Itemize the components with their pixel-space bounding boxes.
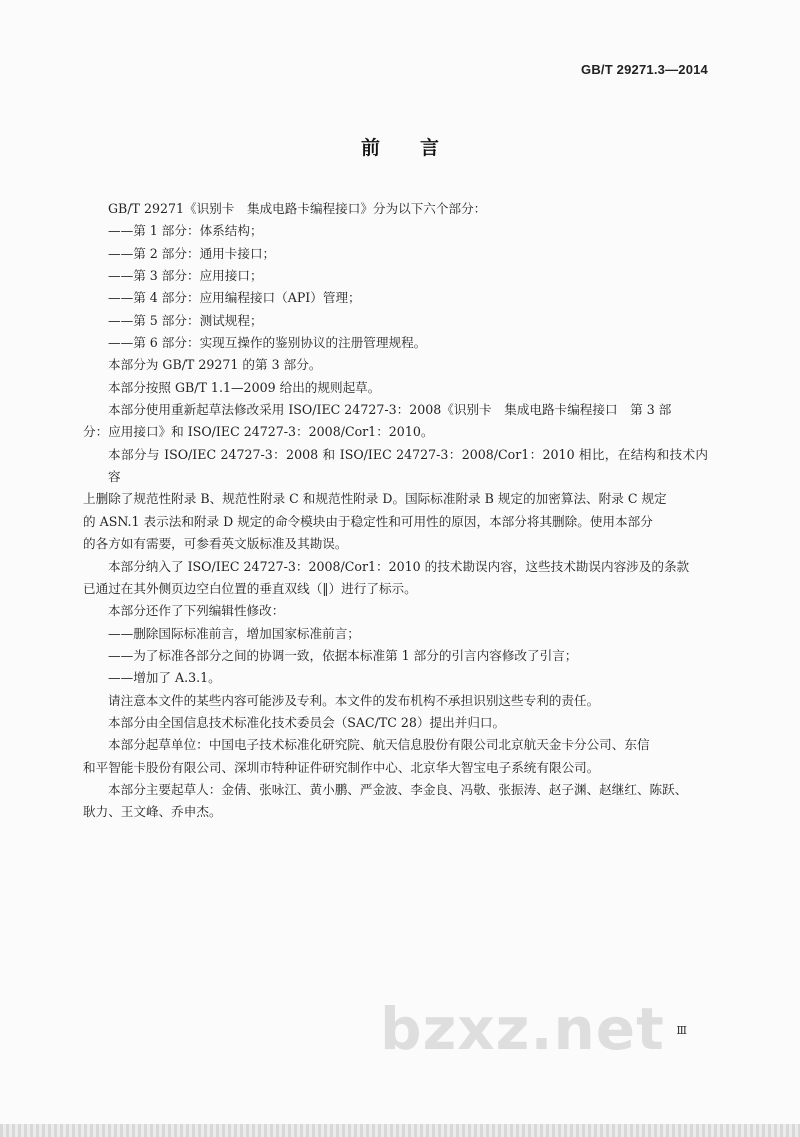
list-item-part-3: ——第 3 部分：应用接口； (108, 268, 263, 284)
page-number: Ⅲ (676, 1024, 687, 1037)
list-item-part-5: ——第 5 部分：测试规程； (108, 312, 263, 328)
page-bottom-edge (0, 1124, 800, 1137)
paragraph-corrigendum-line-1: 本部分纳入了 ISO/IEC 24727-3：2008/Cor1：2010 的技术勘误内容，这些技术勘误内容涉及的条款 (108, 558, 690, 574)
paragraph-drafters-line-2: 耿力、王文峰、乔申杰。 (83, 804, 222, 820)
paragraph-drafters-line-1: 本部分主要起草人：金倩、张咏江、黄小鹏、严金波、李金良、冯敬、张振涛、赵子渊、赵继红、陈跃、 (108, 781, 688, 797)
paragraph-differences-line-4: 的各方如有需要，可参看英文版标准及其勘误。 (83, 536, 348, 552)
paragraph-drafting-units-line-1: 本部分起草单位：中国电子技术标准化研究院、航天信息股份有限公司北京航天金卡分公司、东信 (108, 737, 650, 753)
document-code: GB/T 29271.3—2014 (581, 62, 708, 77)
paragraph-drafting-rules: 本部分按照 GB/T 1.1—2009 给出的规则起草。 (108, 379, 381, 395)
paragraph-differences-line-2: 上删除了规范性附录 B、规范性附录 C 和规范性附录 D。国际标准附录 B 规定的加密算法、附录 C 规定 (83, 491, 667, 507)
paragraph-adoption-line-1: 本部分使用重新起草法修改采用 ISO/IEC 24727-3：2008《识别卡 集成电路卡编程接口 第 3 部 (108, 402, 672, 418)
paragraph-part-number: 本部分为 GB/T 29271 的第 3 部分。 (108, 357, 322, 373)
list-item-part-4: ——第 4 部分：应用编程接口（API）管理； (108, 290, 361, 306)
paragraph-differences-line-1: 本部分与 ISO/IEC 24727-3：2008 和 ISO/IEC 24727-3：2008/Cor1：2010 相比，在结构和技术内容 (108, 446, 708, 485)
paragraph-patent: 请注意本文件的某些内容可能涉及专利。本文件的发布机构不承担识别这些专利的责任。 (108, 692, 600, 708)
list-item-part-2: ——第 2 部分：通用卡接口； (108, 245, 276, 261)
list-item-editorial-1: ——删除国际标准前言，增加国家标准前言； (108, 625, 360, 641)
watermark: bzxz.net (380, 995, 665, 1063)
paragraph-corrigendum-line-2: 已通过在其外侧页边空白位置的垂直双线（‖）进行了标示。 (83, 580, 417, 596)
paragraph-intro: GB/T 29271《识别卡 集成电路卡编程接口》分为以下六个部分： (108, 201, 487, 216)
list-item-editorial-3: ——增加了 A.3.1。 (108, 670, 221, 686)
list-item-part-1: ——第 1 部分：体系结构； (108, 223, 263, 239)
paragraph-editorial: 本部分还作了下列编辑性修改： (108, 603, 285, 619)
page-title: 前言 (360, 137, 479, 159)
list-item-part-6: ——第 6 部分：实现互操作的鉴别协议的注册管理规程。 (108, 335, 427, 351)
paragraph-differences-line-3: 的 ASN.1 表示法和附录 D 规定的命令模块由于稳定性和可用性的原因，本部分将其删除。使用本部分 (83, 513, 653, 529)
list-item-editorial-2: ——为了标准各部分之间的协调一致，依据本标准第 1 部分的引言内容修改了引言； (108, 647, 578, 663)
paragraph-drafting-units-line-2: 和平智能卡股份有限公司、深圳市特种证件研究制作中心、北京华大智宝电子系统有限公司。 (83, 759, 600, 775)
paragraph-adoption-line-2: 分：应用接口》和 ISO/IEC 24727-3：2008/Cor1：2010。 (83, 424, 434, 440)
paragraph-committee: 本部分由全国信息技术标准化技术委员会（SAC/TC 28）提出并归口。 (108, 714, 506, 730)
foreword-body (83, 198, 708, 824)
